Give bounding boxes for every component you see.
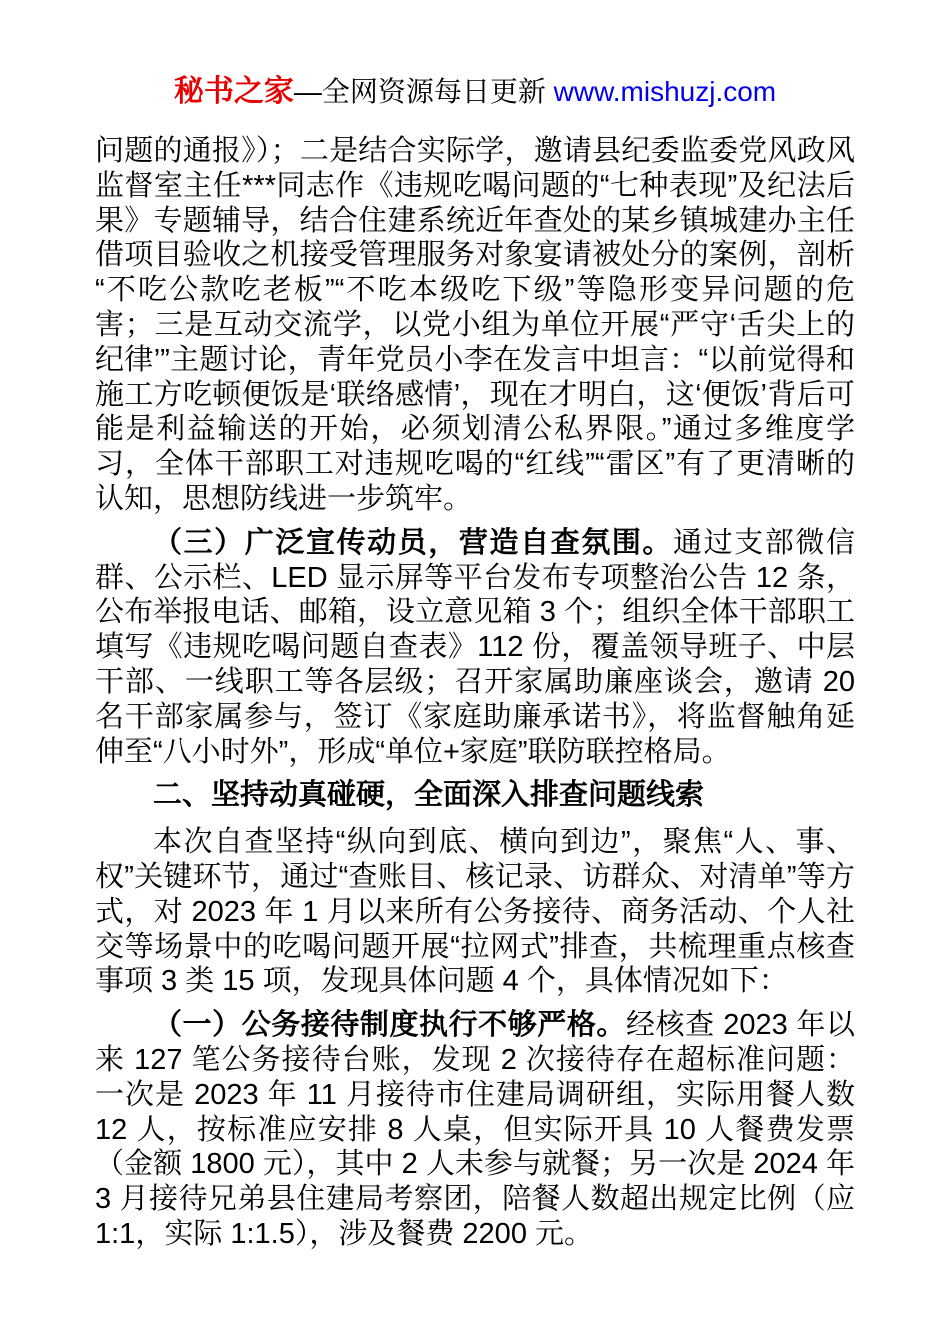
paragraph-section-3-text: 通过支部微信群、公示栏、LED 显示屏等平台发布专项整治公告 12 条，公布举报电话、邮箱，设立意见箱 3 个；组织全体干部职工填写《违规吃喝问题自查表》112 份，覆盖领导班子、中层干部、一线职工等各层级；召开家属助廉座谈会，邀请 20 名干部家属参与，签订《家庭助廉承诺书》，将监督触角延伸至“八小时外”，形成“单位+家庭”联防联控格局。 (95, 526, 855, 768)
site-brand: 秘书之家 (173, 75, 294, 108)
site-tagline: —全网资源每日更新 (293, 76, 554, 107)
paragraph-issue-1-lead: （一）公务接待制度执行不够严格。 (153, 1009, 626, 1042)
heading-part-2 (95, 778, 855, 813)
document-body (95, 134, 855, 1252)
paragraph-overview-text: 本次自查坚持“纵向到底、横向到边”，聚焦“人、事、权”关键环节，通过“查账目、核记录、访群众、对清单”等方式，对 2023 年 1 月以来所有公务接待、商务活动、个人社交等场景中的吃喝问题开展“拉网式”排查，共梳理重点核查事项 3 类 15 项，发现具体问题 4 个，具体情况如下： (95, 826, 855, 998)
paragraph-issue-1-text: 经核查 2023 年以来 127 笔公务接待台账，发现 2 次接待存在超标准问题：一次是 2023 年 11 月接待市住建局调研组，实际用餐人数 12 人，按标准应安排 8 人桌，但实际开具 10 人餐费发票（金额 1800 元），其中 2 人未参与就餐；另一次是 2024 年 3 月接待兄弟县住建局考察团，陪餐人数超出规定比例（应 1:1，实际 1:1.5），涉及餐费 2200 元。 (95, 1009, 855, 1250)
paragraph-issue-1 (95, 1008, 855, 1252)
heading-part-2-text: 二、坚持动真碰硬，全面深入排查问题线索 (153, 779, 705, 812)
paragraph-continuation-text: 问题的通报》）；二是结合实际学，邀请县纪委监委党风政风监督室主任***同志作《违规吃喝问题的“七种表现”及纪法后果》专题辅导，结合住建系统近年查处的某乡镇城建办主任借项目验收之机接受管理服务对象宴请被处分的案例，剖析“不吃公款吃老板”“不吃本级吃下级”等隐形变异问题的危害；三是互动交流学，以党小组为单位开展“严守‘舌尖上的纪律’”主题讨论，青年党员小李在发言中坦言：“以前觉得和施工方吃顿便饭是‘联络感情’，现在才明白，这‘便饭’背后可能是利益输送的开始，必须划清公私界限。”通过多维度学习，全体干部职工对违规吃喝的“红线”“雷区”有了更清晰的认知，思想防线进一步筑牢。 (95, 135, 855, 515)
paragraph-section-3-lead: （三）广泛宣传动员，营造自查氛围。 (153, 526, 674, 559)
paragraph-continuation (95, 134, 855, 517)
paragraph-overview (95, 825, 855, 999)
paragraph-section-3 (95, 526, 855, 770)
site-header (0, 0, 950, 112)
site-url-link[interactable]: www.mishuzj.com (553, 76, 777, 107)
